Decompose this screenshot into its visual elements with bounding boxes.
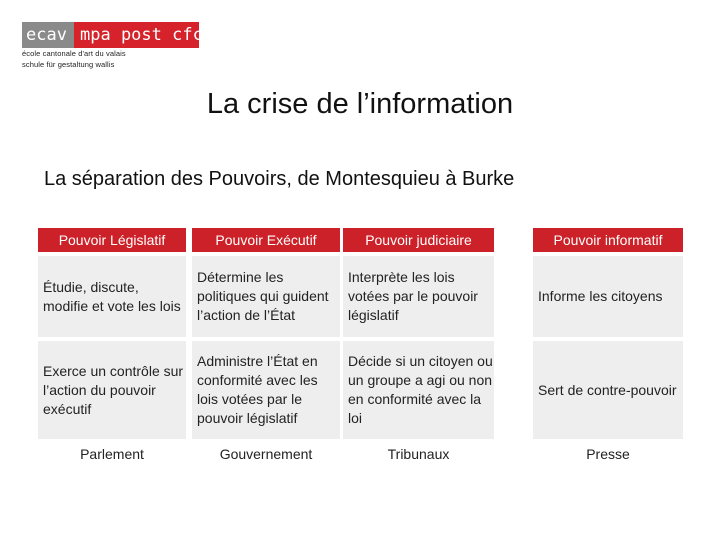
cell-judiciaire-decide-text: Décide si un citoyen ou un groupe a agi ou non en conformité avec la loi [348,353,493,426]
footer-tribunaux: Tribunaux [387,446,450,462]
cell-judiciaire-role-text: Interprète les lois votées par le pouvoir législatif [348,269,478,323]
header-informatif: Pouvoir informatif [533,228,683,252]
cell-judiciaire-role [343,256,494,337]
cell-executif-role-text: Détermine les politiques qui guident l’action de l’État [197,269,329,323]
cell-judiciaire-decide [343,341,494,439]
header-judiciaire: Pouvoir judiciaire [343,228,494,252]
logo-line-fr: école cantonale d'art du valais [22,49,126,58]
cell-executif-admin [192,341,340,439]
cell-informatif-role-text: Informe les citoyens [538,288,663,304]
logo-ecav: ecav [22,22,74,48]
footer-gouvernement: Gouvernement [219,446,313,462]
cell-legislatif-control [38,341,186,439]
school-logo [22,22,212,72]
cell-legislatif-role-text: Étudie, discute, modifie et vote les lois [43,278,181,314]
page-subtitle: La séparation des Pouvoirs, de Montesquieu à Burke [44,168,515,190]
logo-banner [22,22,212,48]
logo-mpa-post-cfc: mpa post cfc [74,22,199,48]
header-legislatif: Pouvoir Législatif [38,228,186,252]
cell-informatif-counter [533,341,683,439]
cell-legislatif-role [38,256,186,337]
footer-presse: Presse [586,446,630,462]
cell-legislatif-control-text: Exerce un contrôle sur l’action du pouvoir exécutif [43,362,184,417]
header-executif: Pouvoir Exécutif [192,228,340,252]
cell-executif-role [192,256,340,337]
logo-line-de: schule für gestaltung wallis [22,59,115,69]
cell-informatif-role [533,256,683,337]
page-title: La crise de l’information [206,88,514,120]
footer-parlement: Parlement [80,446,144,462]
cell-informatif-counter-text: Sert de contre-pouvoir [538,381,677,398]
cell-executif-admin-text: Administre l’État en conformité avec les lois votées par le pouvoir législatif [197,353,318,426]
